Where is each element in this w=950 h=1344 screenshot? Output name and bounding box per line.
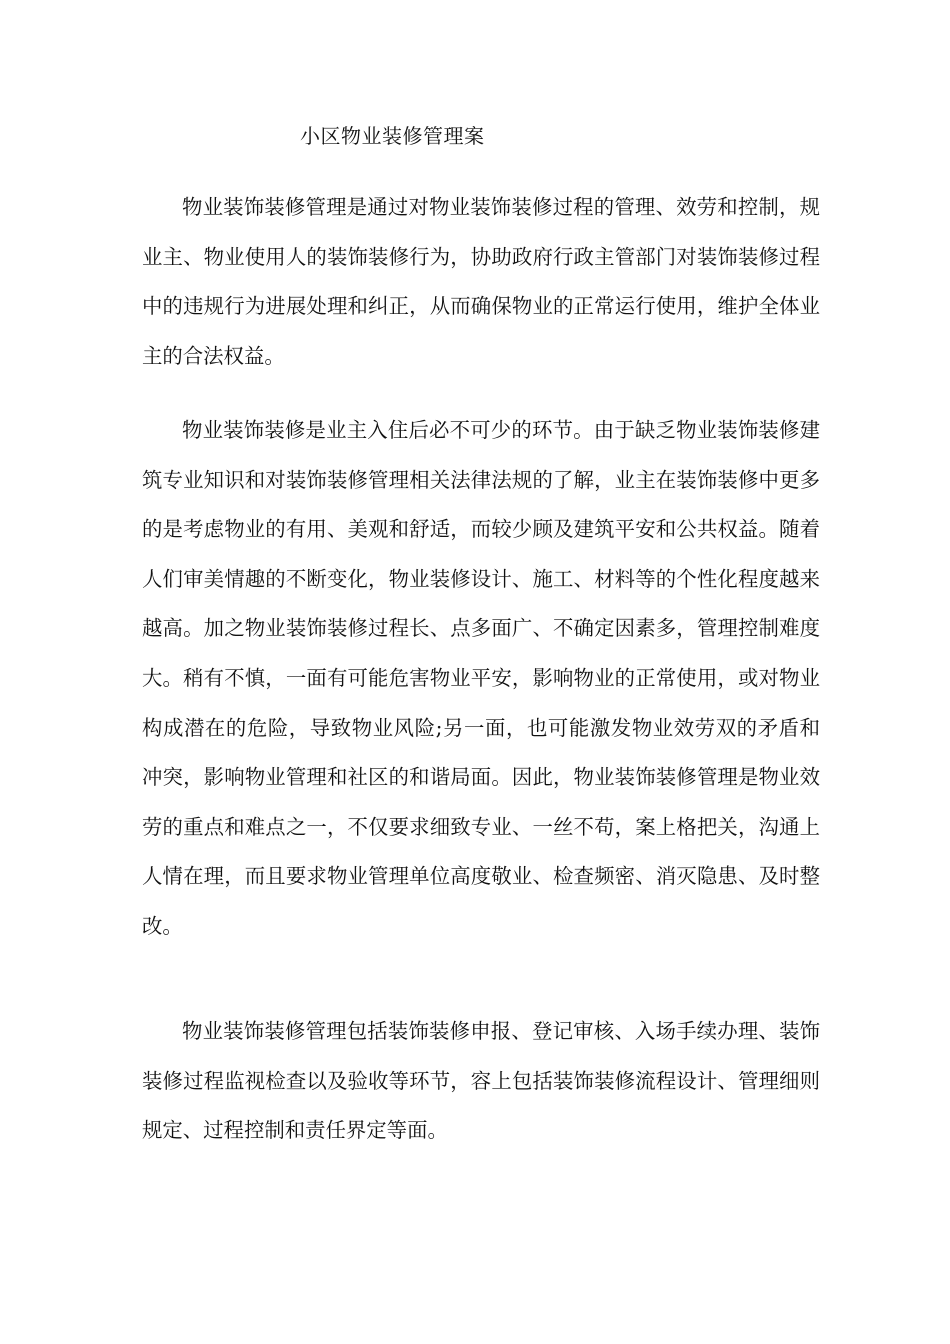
paragraph-2: 物业装饰装修是业主入住后必不可少的环节。由于缺乏物业装饰装修建筑专业知识和对装饰装修管理相关法律法规的了解，业主在装饰装修中更多的是考虑物业的有用、美观和舒适，而较少顾及建筑平安和公共权益。随着人们审美情趣的不断变化，物业装修设计、施工、材料等的个性化程度越来越高。加之物业装饰装修过程长、点多面广、不确定因素多，管理控制难度大。稍有不慎，一面有可能危害物业平安，影响物业的正常使用，或对物业构成潜在的危险，导致物业风险;另一面，也可能激发物业效劳双的矛盾和冲突，影响物业管理和社区的和谐局面。因此，物业装饰装修管理是物业效劳的重点和难点之一，不仅要求细致专业、一丝不苟，案上格把关，沟通上人情在理，而且要求物业管理单位高度敬业、检查频密、消灭隐患、及时整改。	[142, 418, 820, 938]
paragraph-3: 物业装饰装修管理包括装饰装修申报、登记审核、入场手续办理、装饰装修过程监视检查以及验收等环节，容上包括装饰装修流程设计、管理细则规定、过程控制和责任界定等面。	[142, 1019, 820, 1143]
paragraph-1: 物业装饰装修管理是通过对物业装饰装修过程的管理、效劳和控制，规业主、物业使用人的装饰装修行为，协助政府行政主管部门对装饰装修过程中的违规行为进展处理和纠正，从而确保物业的正常运行使用，维护全体业主的合法权益。	[142, 195, 820, 368]
document-title: 小区物业装修管理案	[300, 124, 485, 148]
